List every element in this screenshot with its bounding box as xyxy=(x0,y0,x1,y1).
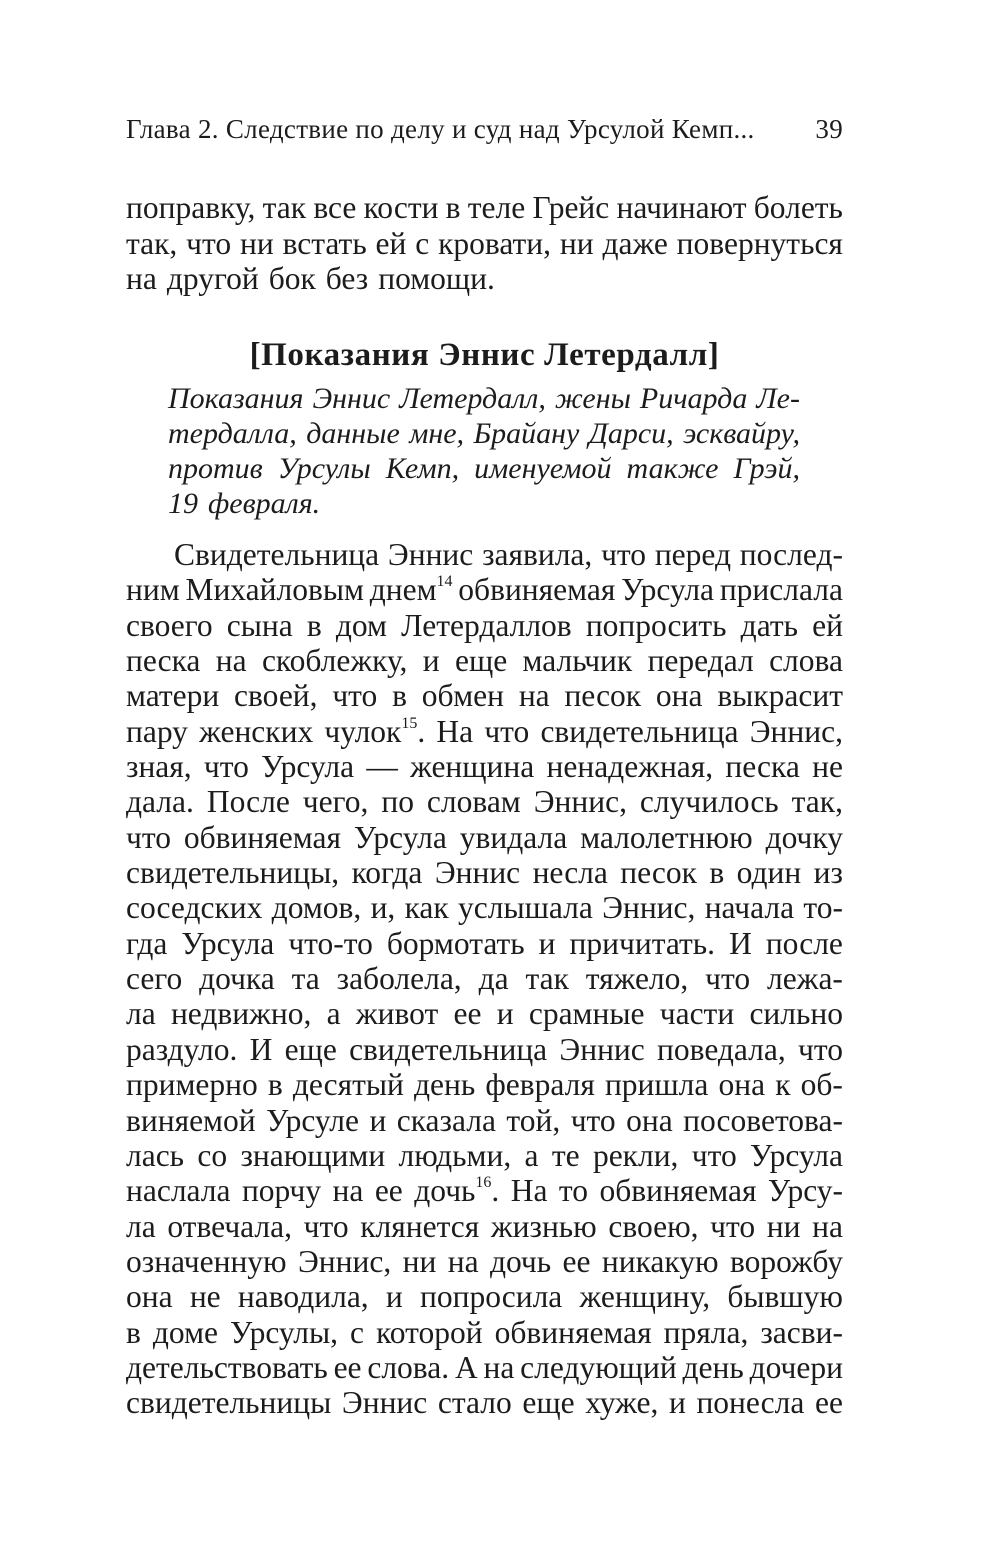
word: чего, xyxy=(302,784,369,820)
word: рекли, xyxy=(592,1137,679,1173)
word: в xyxy=(709,855,725,891)
word: на xyxy=(812,1208,843,1244)
word: передал xyxy=(647,643,754,679)
word: помощи. xyxy=(378,261,495,296)
word: песок xyxy=(620,855,697,891)
word: заболела, xyxy=(336,961,462,997)
subtitle-line xyxy=(168,451,800,486)
word: Свидетельница xyxy=(174,537,380,572)
word: После xyxy=(206,784,290,820)
text-line xyxy=(126,1067,843,1102)
word: то- xyxy=(803,890,843,926)
word: бывшую xyxy=(727,1279,843,1315)
word: дочери xyxy=(749,1349,843,1385)
word: скоблежку, xyxy=(261,643,408,679)
text-line xyxy=(126,1350,843,1385)
word: все xyxy=(313,190,357,225)
word: зная, xyxy=(126,749,192,785)
word: данные xyxy=(306,417,400,450)
word: 19 xyxy=(168,487,198,520)
text-line xyxy=(126,1138,843,1173)
word: бок xyxy=(268,261,316,296)
chapter-title: Глава 2. Следствие по делу и суд над Урсулой Кемп... xyxy=(126,114,755,144)
word: те xyxy=(551,1137,580,1173)
word: Кемп, xyxy=(385,452,460,485)
word: и xyxy=(369,1102,387,1138)
text-line-with-footnote xyxy=(126,1173,843,1208)
word: посоветова- xyxy=(683,1102,843,1138)
text-line xyxy=(126,961,843,996)
word: увидала xyxy=(459,819,568,855)
word: да xyxy=(478,961,509,997)
word: ненадежная, xyxy=(546,749,714,785)
word: на xyxy=(332,1173,364,1209)
word: поведала, xyxy=(657,1031,786,1067)
word: тердалла, xyxy=(168,417,297,450)
word: ним xyxy=(126,572,180,608)
text-line xyxy=(126,1244,843,1279)
word: ни xyxy=(559,225,594,261)
word: своей, xyxy=(234,678,318,714)
word: сказала xyxy=(396,1102,496,1138)
word: отвечала, xyxy=(167,1208,293,1244)
text-line-with-footnote xyxy=(126,714,843,749)
word: песка xyxy=(126,643,201,679)
word: Ле- xyxy=(756,382,800,415)
word: . xyxy=(417,713,426,749)
word: в xyxy=(126,1314,141,1350)
word: части xyxy=(659,996,735,1032)
word: она xyxy=(718,1067,766,1103)
word: Брайану xyxy=(473,417,580,450)
word: Урсулы, xyxy=(230,1314,339,1350)
word: той, xyxy=(506,1102,561,1138)
text-line xyxy=(126,926,843,961)
word: дом xyxy=(335,607,387,643)
word: так, xyxy=(126,225,178,261)
word: обмен xyxy=(421,678,505,714)
word: дочь$^{16}$. xyxy=(414,1173,500,1209)
text-line xyxy=(126,784,843,819)
word: Ричарда xyxy=(639,382,748,415)
word: она xyxy=(126,1279,173,1315)
word: живот xyxy=(355,996,439,1032)
text-line xyxy=(126,261,843,297)
word: обвиняемая xyxy=(183,819,341,855)
word: не xyxy=(812,749,843,785)
word: слова. xyxy=(367,1349,450,1385)
footnote-ref-16[interactable]: 16 xyxy=(475,1174,492,1192)
word: попросить xyxy=(585,607,727,643)
subtitle-line xyxy=(168,416,800,451)
word: сына xyxy=(226,607,293,643)
word: случилось xyxy=(639,784,779,820)
word: Урсула xyxy=(621,572,715,608)
word: знающими xyxy=(240,1137,386,1173)
word: из xyxy=(813,855,843,891)
word: стало xyxy=(437,1385,512,1421)
word: женских xyxy=(199,713,314,749)
word: что xyxy=(710,1208,756,1244)
word: хуже, xyxy=(585,1385,659,1421)
word: ей xyxy=(812,607,843,643)
word: Урсула xyxy=(353,819,447,855)
word: так xyxy=(525,961,569,997)
word: женщина xyxy=(410,749,535,785)
word: жизнью xyxy=(490,1208,597,1244)
word: ей xyxy=(375,225,407,261)
word: ни xyxy=(766,1208,801,1244)
word: против xyxy=(168,452,263,485)
word: что xyxy=(705,961,751,997)
word: что xyxy=(303,1208,349,1244)
text-line xyxy=(126,996,843,1031)
main-paragraph xyxy=(126,537,843,1421)
word: со xyxy=(197,1137,228,1173)
word: что xyxy=(798,1031,843,1067)
word: клянется xyxy=(360,1208,480,1244)
word: день xyxy=(682,1349,744,1385)
text-line xyxy=(126,678,843,713)
word: когда xyxy=(351,855,423,891)
word: означенную xyxy=(126,1243,287,1279)
word: соседских xyxy=(126,890,263,926)
word: Эннис, xyxy=(533,784,627,820)
word: еще xyxy=(454,643,508,679)
word: дочку xyxy=(765,819,843,855)
word: к xyxy=(775,1067,791,1103)
word: пару xyxy=(126,713,188,749)
word: — xyxy=(366,749,398,785)
text-line xyxy=(126,855,843,890)
word: сильно xyxy=(749,996,843,1032)
word: и, xyxy=(370,890,396,926)
word: Летердалл, xyxy=(399,382,546,415)
subtitle-line xyxy=(168,381,800,416)
word: так, xyxy=(791,784,843,820)
word: с xyxy=(415,225,430,261)
word: эсквайру, xyxy=(683,417,800,450)
word: На xyxy=(436,713,474,749)
word: малолетнюю xyxy=(580,819,753,855)
word: обвиняемая xyxy=(599,1173,757,1209)
subtitle-line xyxy=(168,486,800,521)
word: пряла, xyxy=(663,1314,749,1350)
word: Показания xyxy=(168,382,304,415)
text-line-with-footnote xyxy=(126,572,843,607)
word: что-то xyxy=(288,925,373,961)
text-line xyxy=(126,643,843,678)
word: следующий xyxy=(520,1349,677,1385)
word: ла xyxy=(126,996,156,1032)
word: Урсулы xyxy=(277,452,371,485)
word: наводила, xyxy=(237,1279,369,1315)
running-header xyxy=(126,114,843,145)
word: по xyxy=(381,784,414,820)
word: другой xyxy=(166,261,259,296)
word: Урсула xyxy=(750,1137,843,1173)
word: песок xyxy=(564,678,642,714)
word: дочь xyxy=(489,1243,552,1279)
word: Урсу- xyxy=(767,1173,843,1209)
word: послед- xyxy=(739,537,843,572)
word: недвижно, xyxy=(170,996,312,1032)
word: чулок$^{15}$. xyxy=(324,713,426,749)
text-line xyxy=(126,1315,843,1350)
word: и xyxy=(538,925,556,961)
word: свидетельницы xyxy=(126,1385,332,1421)
word: и xyxy=(422,643,440,679)
word: так xyxy=(262,190,307,225)
text-line xyxy=(126,1279,843,1314)
word: мне, xyxy=(409,417,465,450)
word: повернуться xyxy=(676,225,843,261)
word: Михайловым xyxy=(185,572,364,608)
word: Грэй, xyxy=(733,452,800,485)
word: домов, xyxy=(271,890,362,926)
word: тяжело, xyxy=(585,961,689,997)
word: И xyxy=(249,1031,273,1067)
word: ни xyxy=(239,225,274,261)
word: Урсуле xyxy=(266,1102,359,1138)
word: срамные xyxy=(528,996,645,1032)
word: ее xyxy=(333,1349,362,1385)
word: А xyxy=(454,1349,478,1385)
word: заявила, xyxy=(482,537,593,572)
word: на xyxy=(483,1349,515,1385)
word: и xyxy=(385,1279,403,1315)
word: днем$^{14}$ xyxy=(369,572,453,608)
word: начала xyxy=(704,890,795,926)
word: то xyxy=(558,1173,588,1209)
word: теле xyxy=(467,190,526,225)
word: дать xyxy=(740,607,798,643)
word: матери xyxy=(126,678,220,714)
text-line xyxy=(126,537,843,572)
word: слова xyxy=(769,643,843,679)
word: дочка xyxy=(199,961,275,997)
word: не xyxy=(189,1279,221,1315)
word: мальчик xyxy=(522,643,633,679)
word: еще xyxy=(522,1385,575,1421)
word: что xyxy=(203,749,249,785)
word: февраля xyxy=(485,1067,595,1103)
word: Летердаллов xyxy=(401,607,572,643)
word: об- xyxy=(800,1067,843,1103)
word: свидетельницы, xyxy=(126,855,340,891)
word: детельствовать xyxy=(126,1349,328,1385)
word: ее xyxy=(814,1385,843,1421)
word: она xyxy=(655,678,703,714)
word: Эннис, xyxy=(602,890,696,926)
word: никакую xyxy=(601,1243,719,1279)
word: лежа- xyxy=(766,961,843,997)
word: именуемой xyxy=(474,452,612,485)
word: и xyxy=(496,996,514,1032)
word: которой xyxy=(376,1314,483,1350)
footnote-ref-14[interactable]: 14 xyxy=(436,573,453,591)
word: что xyxy=(601,537,647,572)
word: попросила xyxy=(419,1279,563,1315)
word: а xyxy=(524,1137,539,1173)
word: как xyxy=(404,890,449,926)
word: понесла xyxy=(696,1385,805,1421)
word: ла xyxy=(126,1208,156,1244)
word: причитать. xyxy=(569,925,716,961)
word: что xyxy=(570,1102,616,1138)
word: начинают xyxy=(616,190,747,225)
word: прислала xyxy=(719,572,843,608)
word: примерно xyxy=(126,1067,258,1103)
word: после xyxy=(765,925,843,961)
text-line xyxy=(126,1385,843,1420)
word: встать xyxy=(282,225,367,261)
text-line xyxy=(126,820,843,855)
word: выкрасит xyxy=(717,678,843,714)
word: гда xyxy=(126,925,168,961)
word: бормотать xyxy=(386,925,525,961)
word: Эннис xyxy=(341,1385,428,1421)
word: без xyxy=(325,261,369,296)
word: февраля. xyxy=(208,487,321,520)
word: кости xyxy=(363,190,439,225)
word: кровати, xyxy=(438,225,552,261)
text-line xyxy=(126,890,843,925)
text-line xyxy=(126,749,843,784)
word: на xyxy=(447,1243,479,1279)
word: ее xyxy=(453,996,482,1032)
word: ее xyxy=(374,1173,403,1209)
word: И xyxy=(729,925,752,961)
word: болеть xyxy=(753,190,843,225)
word: один xyxy=(736,855,802,891)
text-line xyxy=(126,1032,843,1067)
word: услышала xyxy=(458,890,593,926)
word: та xyxy=(291,961,320,997)
word: с xyxy=(350,1314,365,1350)
word: в xyxy=(445,190,461,225)
word: виняемой xyxy=(126,1102,256,1138)
section-heading: [Показания Эннис Летердалл] xyxy=(249,337,720,373)
word: свидетельница xyxy=(349,1031,548,1067)
word: Эннис xyxy=(434,855,521,891)
word: на xyxy=(126,261,157,296)
text-line xyxy=(126,1209,843,1244)
text-line xyxy=(126,608,843,643)
word: своею, xyxy=(608,1208,699,1244)
word: людьми, xyxy=(398,1137,512,1173)
word: в xyxy=(306,607,322,643)
word: что xyxy=(126,819,171,855)
word: дала. xyxy=(126,784,194,820)
word: ни xyxy=(402,1243,437,1279)
word: обвиняемая xyxy=(494,1314,652,1350)
word: и xyxy=(668,1385,686,1421)
word: что xyxy=(186,225,232,261)
word: Эннис xyxy=(559,1031,645,1067)
word: пришла xyxy=(604,1067,709,1103)
word: перед xyxy=(654,537,731,572)
word: в xyxy=(392,678,407,714)
word: словам xyxy=(426,784,521,820)
intro-paragraph xyxy=(126,190,843,297)
text-line xyxy=(126,1103,843,1138)
word: наслала xyxy=(126,1173,231,1209)
word: На xyxy=(510,1173,548,1209)
word: Дарси, xyxy=(588,417,674,450)
word: свидетельница xyxy=(540,713,739,749)
word: . xyxy=(491,1173,500,1209)
word: жены xyxy=(554,382,631,415)
word: а xyxy=(326,996,341,1032)
word: ворожбу xyxy=(729,1243,843,1279)
word: несла xyxy=(532,855,608,891)
word: даже xyxy=(602,225,668,261)
section-subtitle xyxy=(168,381,800,521)
word: день xyxy=(414,1067,476,1103)
word: Эннис, xyxy=(749,713,843,749)
word: женщину, xyxy=(579,1279,711,1315)
word: еще xyxy=(284,1031,337,1067)
word: на xyxy=(215,643,247,679)
word: песка xyxy=(725,749,800,785)
word: Грейс xyxy=(532,190,610,225)
word: порчу xyxy=(241,1173,322,1209)
word: в xyxy=(267,1067,283,1103)
word: засви- xyxy=(760,1314,843,1350)
word: что xyxy=(484,713,530,749)
word: обвиняемая xyxy=(458,572,616,608)
word: что xyxy=(691,1137,737,1173)
word: на xyxy=(518,678,550,714)
word: Эннис, xyxy=(297,1243,392,1279)
word: доме xyxy=(152,1314,218,1350)
word: поправку, xyxy=(126,190,256,225)
text-line xyxy=(126,190,843,226)
word: Эннис xyxy=(387,537,474,572)
word: своего xyxy=(126,607,213,643)
word: сего xyxy=(126,961,183,997)
word: также xyxy=(626,452,719,485)
footnote-ref-15[interactable]: 15 xyxy=(401,714,418,732)
text-line xyxy=(126,226,843,262)
word: ее xyxy=(562,1243,591,1279)
word: что xyxy=(332,678,378,714)
word: раздуло. xyxy=(126,1031,238,1067)
word: Урсула xyxy=(181,925,275,961)
word: лась xyxy=(126,1137,185,1173)
word: она xyxy=(626,1102,673,1138)
word: Эннис xyxy=(312,382,391,415)
page-number: 39 xyxy=(815,114,843,144)
word: десятый xyxy=(292,1067,404,1103)
word: Урсула xyxy=(261,749,355,785)
